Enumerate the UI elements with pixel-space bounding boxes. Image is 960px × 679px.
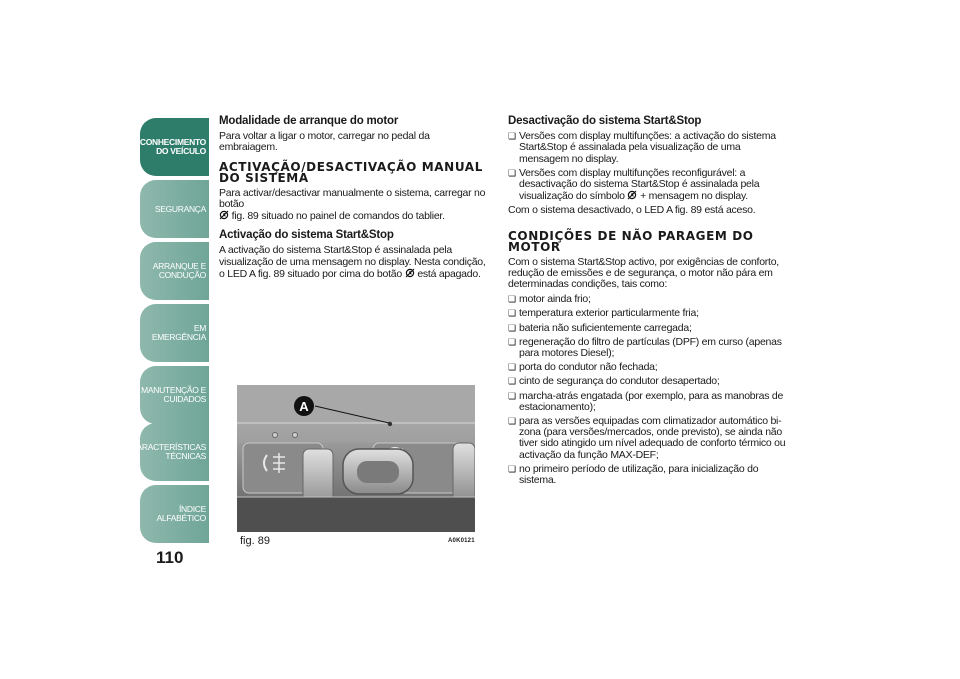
desactivacao-list bbox=[508, 131, 790, 202]
tab-caracteristicas-tecnicas[interactable] bbox=[130, 423, 209, 481]
list-item: ❏ cinto de segurança do condutor desapertado; bbox=[508, 376, 790, 387]
paragraph-activar-manual bbox=[219, 188, 489, 223]
tab-label: SEGURANÇA bbox=[154, 203, 206, 214]
start-stop-off-icon bbox=[219, 210, 229, 220]
tab-label: MANUTENÇÃO E CUIDADOS bbox=[141, 385, 206, 404]
tab-label: CARACTERÍSTICAS TÉCNICAS bbox=[130, 442, 206, 461]
heading-activacao-start-stop: Activação do sistema Start&Stop bbox=[219, 229, 394, 242]
list-item-text: + mensagem no display. bbox=[640, 190, 748, 203]
paragraph-text: fig. 89 situado no painel de comandos do tablier. bbox=[231, 210, 445, 223]
start-stop-off-icon bbox=[627, 190, 637, 200]
list-item: ❏ Versões com display multifunções: a activação do sistema Start&Stop é assinalada pela visualização de uma mensagem no display. bbox=[508, 131, 790, 165]
dashboard-illustration bbox=[237, 385, 475, 532]
list-item: ❏ marcha-atrás engatada (por exemplo, para as manobras de estacionamento); bbox=[508, 391, 790, 413]
tab-arranque-e-conducao[interactable] bbox=[140, 242, 209, 300]
heading-activacao-manual: ACTIVAÇÃO/DESACTIVAÇÃO MANUAL DO SISTEMA bbox=[219, 159, 483, 185]
left-column bbox=[219, 116, 489, 284]
list-item: ❏ bateria não suficientemente carregada; bbox=[508, 323, 790, 334]
heading-desactivacao: Desactivação do sistema Start&Stop bbox=[508, 115, 702, 127]
paragraph-voltar-ligar: Para voltar a ligar o motor, carregar no pedal da embraiagem. bbox=[219, 130, 430, 154]
paragraph-text: está apagado. bbox=[417, 267, 481, 280]
paragraph-sistema-desactivado: Com o sistema desactivado, o LED A fig. 89 está aceso. bbox=[508, 204, 756, 217]
tab-label: ARRANQUE E CONDUÇÃO bbox=[152, 261, 206, 280]
callout-a: A bbox=[299, 399, 309, 414]
heading-condicoes-nao-paragem: CONDIÇÕES DE NÃO PARAGEM DO MOTOR bbox=[508, 228, 754, 254]
list-item: ❏ temperatura exterior particularmente fria; bbox=[508, 308, 790, 319]
page-number: 110 bbox=[156, 548, 184, 567]
tab-indice-alfabetico[interactable] bbox=[140, 485, 209, 543]
dashboard-button-figure bbox=[237, 385, 475, 532]
paragraph-condicoes: Com o sistema Start&Stop activo, por exigências de conforto, redução de emissões e de segurança, o motor não pára em determinadas condições, tais como: bbox=[508, 255, 779, 291]
tab-label: EM EMERGÊNCIA bbox=[151, 323, 206, 342]
tab-em-emergencia[interactable] bbox=[140, 304, 209, 362]
list-item: ❏ no primeiro período de utilização, para inicialização do sistema. bbox=[508, 464, 790, 486]
paragraph-activacao-start-stop bbox=[219, 245, 489, 280]
tab-label: ÍNDICE ALFABÉTICO bbox=[156, 504, 206, 523]
list-item: ❏ regeneração do filtro de partículas (DPF) em curso (apenas para motores Diesel); bbox=[508, 337, 790, 359]
condicoes-list bbox=[508, 294, 790, 486]
list-item: ❏ motor ainda frio; bbox=[508, 294, 790, 305]
list-item: ❏ porta do condutor não fechada; bbox=[508, 362, 790, 373]
start-stop-off-icon bbox=[405, 268, 415, 278]
right-column bbox=[508, 116, 790, 489]
paragraph-text: A activação do sistema Start&Stop é assinalada pela visualização de uma mensagem no display. Nesta condição, o LED A fig. 89 situado por cima do botão bbox=[219, 244, 486, 280]
paragraph-text: Para activar/desactivar manualmente o sistema, carregar no botão bbox=[219, 186, 486, 210]
list-item bbox=[508, 168, 790, 203]
tab-manutencao-e-cuidados[interactable] bbox=[140, 366, 209, 424]
figure-caption: fig. 89 bbox=[240, 535, 270, 547]
heading-modalidade-arranque: Modalidade de arranque do motor bbox=[219, 115, 399, 127]
tab-label: CONHECIMENTO DO VEÍCULO bbox=[139, 137, 206, 156]
tab-conhecimento-do-veiculo[interactable] bbox=[140, 118, 209, 176]
figure-code: A0K0121 bbox=[448, 538, 475, 544]
list-item: ❏ para as versões equipadas com climatizador automático bi-zona (para versões/mercados, onde previsto), se ainda não tiver sido atingido um nível adequado de conforto térmico ou activação da função MAX-DEF; bbox=[508, 416, 790, 461]
list-item-text: Versões com display multifunções reconfigurável: a desactivação do sistema Start&Stop é assinalada pela visualização do símbolo bbox=[519, 166, 760, 203]
tab-seguranca[interactable] bbox=[140, 180, 209, 238]
